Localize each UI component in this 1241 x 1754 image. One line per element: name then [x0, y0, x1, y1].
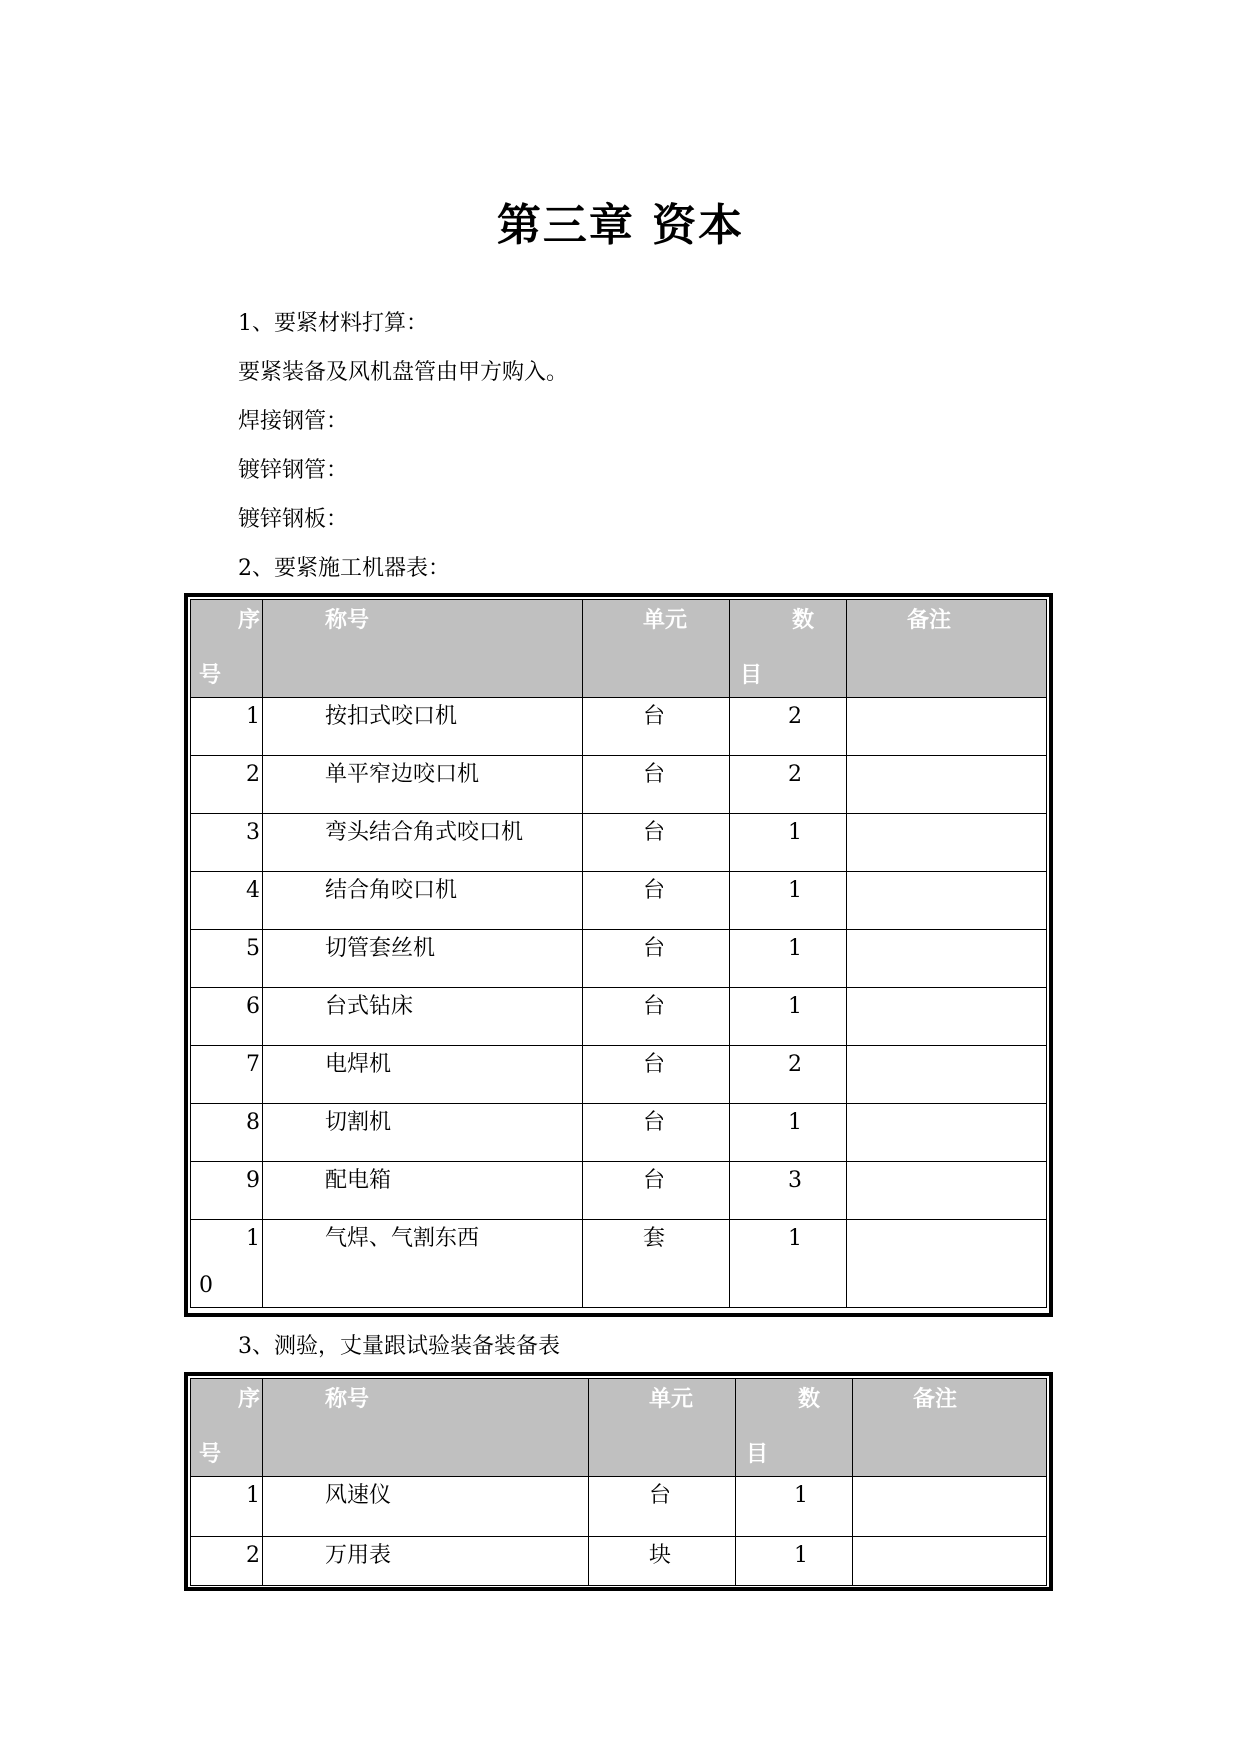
row-note: [853, 1537, 1047, 1586]
header-name: [263, 600, 583, 698]
row-qty: 1: [730, 872, 847, 930]
row-note: [847, 1046, 1047, 1104]
galvanized-pipe-label: 镀锌钢管：: [238, 458, 349, 483]
row-seq: 3: [191, 814, 263, 872]
row-qty: 1: [736, 1537, 853, 1586]
equipment-note: 要紧装备及风机盘管由甲方购入。: [238, 360, 569, 385]
header-name-label: 称号: [325, 1387, 370, 1412]
row-name: 配电箱: [263, 1162, 583, 1220]
row-name: 台式钻床: [263, 988, 583, 1046]
table-row: [191, 1477, 1047, 1537]
table-row: [191, 814, 1047, 872]
row-unit: 台: [589, 1477, 736, 1537]
header-unit: [583, 600, 730, 698]
header-qty-top: 数: [791, 608, 814, 633]
page-title: 第三章 资本: [496, 200, 745, 251]
header-name-label: 称号: [325, 608, 370, 633]
row-name: 按扣式咬口机: [263, 698, 583, 756]
header-qty-bottom: 目: [740, 663, 763, 688]
header-qty-top: 数: [797, 1387, 820, 1412]
row-note: [847, 930, 1047, 988]
row-note: [847, 872, 1047, 930]
section-1-heading: 1、要紧材料打算：: [238, 311, 428, 336]
row-qty: 2: [730, 698, 847, 756]
table-row: [191, 756, 1047, 814]
row-note: [853, 1477, 1047, 1537]
header-qty: [730, 600, 847, 698]
row-name: 风速仪: [263, 1477, 589, 1537]
header-unit-label: 单元: [643, 608, 688, 633]
row-qty: 3: [730, 1162, 847, 1220]
header-seq-top: 序: [237, 1387, 260, 1412]
row-qty: 1: [730, 988, 847, 1046]
table-row: [191, 872, 1047, 930]
row-unit: 套: [583, 1220, 730, 1308]
row-name: 气焊、气割东西: [263, 1220, 583, 1308]
header-unit: [589, 1379, 736, 1477]
table-row: [191, 930, 1047, 988]
row-seq: 9: [191, 1162, 263, 1220]
row-name: 切割机: [263, 1104, 583, 1162]
row-unit: 台: [583, 1162, 730, 1220]
row-unit: 台: [583, 988, 730, 1046]
row-name: 万用表: [263, 1537, 589, 1586]
row-seq: 5: [191, 930, 263, 988]
table-row: [191, 698, 1047, 756]
header-seq-top: 序: [237, 608, 260, 633]
row-note: [847, 756, 1047, 814]
row-note: [847, 814, 1047, 872]
header-seq-bottom: 号: [199, 663, 222, 688]
row-unit: 台: [583, 756, 730, 814]
table-row: [191, 1046, 1047, 1104]
row-name: 切管套丝机: [263, 930, 583, 988]
row-unit: 台: [583, 1104, 730, 1162]
row-unit: 台: [583, 872, 730, 930]
row-qty: 1: [730, 930, 847, 988]
row-seq: 1: [191, 1477, 263, 1537]
row-qty: 1: [730, 814, 847, 872]
row-unit: 块: [589, 1537, 736, 1586]
row-seq: 2: [191, 1537, 263, 1586]
row-note: [847, 988, 1047, 1046]
row-name: 弯头结合角式咬口机: [263, 814, 583, 872]
header-note-label: 备注: [907, 608, 952, 633]
row-note: [847, 1220, 1047, 1308]
row-seq-bottom: 0: [199, 1273, 213, 1298]
table-row: [191, 1104, 1047, 1162]
testing-equipment-table: [184, 1372, 1053, 1591]
table-row: [191, 1220, 1047, 1308]
section-3-heading: 3、测验，丈量跟试验装备装备表: [238, 1334, 560, 1359]
row-seq: 8: [191, 1104, 263, 1162]
machinery-table: [184, 593, 1053, 1317]
header-unit-label: 单元: [649, 1387, 694, 1412]
row-qty: 1: [736, 1477, 853, 1537]
row-seq: 4: [191, 872, 263, 930]
row-qty: 1: [730, 1104, 847, 1162]
header-note: [853, 1379, 1047, 1477]
row-seq-top: 1: [246, 1226, 260, 1251]
header-seq: [191, 600, 263, 698]
header-seq-bottom: 号: [199, 1442, 222, 1467]
header-qty: [736, 1379, 853, 1477]
table-header-row: [191, 1379, 1047, 1477]
row-qty: 1: [730, 1220, 847, 1308]
section-2-heading: 2、要紧施工机器表：: [238, 556, 450, 581]
header-seq: [191, 1379, 263, 1477]
row-seq: 1: [191, 698, 263, 756]
table-row: [191, 1162, 1047, 1220]
row-note: [847, 1104, 1047, 1162]
row-note: [847, 698, 1047, 756]
row-qty: 2: [730, 756, 847, 814]
row-seq: 7: [191, 1046, 263, 1104]
row-unit: 台: [583, 814, 730, 872]
header-qty-bottom: 目: [746, 1442, 769, 1467]
row-name: 结合角咬口机: [263, 872, 583, 930]
header-name: [263, 1379, 589, 1477]
row-seq: 2: [191, 756, 263, 814]
header-note: [847, 600, 1047, 698]
row-unit: 台: [583, 1046, 730, 1104]
row-seq: [191, 1220, 263, 1308]
galvanized-sheet-label: 镀锌钢板：: [238, 507, 349, 532]
row-name: 单平窄边咬口机: [263, 756, 583, 814]
header-note-label: 备注: [913, 1387, 958, 1412]
row-seq: 6: [191, 988, 263, 1046]
row-note: [847, 1162, 1047, 1220]
row-qty: 2: [730, 1046, 847, 1104]
welded-pipe-label: 焊接钢管：: [238, 409, 349, 434]
row-name: 电焊机: [263, 1046, 583, 1104]
table-row: [191, 988, 1047, 1046]
table-header-row: [191, 600, 1047, 698]
row-unit: 台: [583, 698, 730, 756]
table-row: [191, 1537, 1047, 1586]
row-unit: 台: [583, 930, 730, 988]
